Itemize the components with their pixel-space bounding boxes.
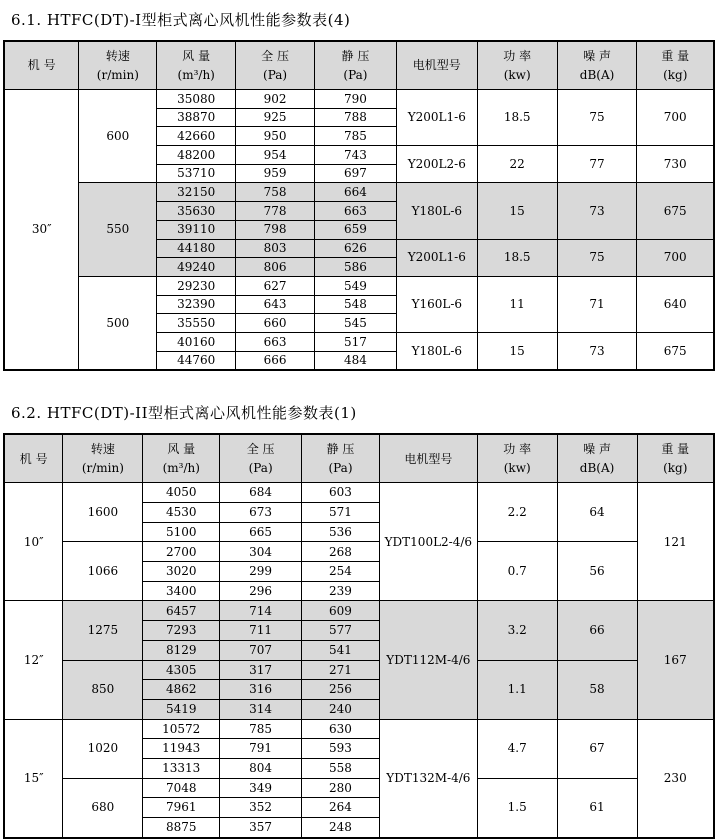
table-cell: 44760 [157, 351, 236, 370]
table-cell: 680 [63, 778, 143, 838]
table-cell: 53710 [157, 164, 236, 183]
table-cell: 673 [220, 503, 302, 523]
table-cell: 15 [477, 183, 557, 239]
column-header-1: 转速 (r/min) [79, 41, 157, 90]
table-cell: 18.5 [477, 239, 557, 276]
table-cell: 22 [477, 146, 557, 183]
table-cell: Y160L-6 [396, 276, 477, 332]
table-cell: 75 [557, 90, 637, 146]
table-cell: 550 [79, 183, 157, 276]
column-header-8: 重 量 (kg) [637, 41, 714, 90]
table-cell: 7048 [143, 778, 220, 798]
table-cell: 1.5 [477, 778, 557, 838]
table-cell: 959 [236, 164, 315, 183]
table-cell: 785 [220, 719, 302, 739]
table-cell: 35080 [157, 90, 236, 109]
table-cell: 239 [302, 581, 380, 601]
table-cell: 806 [236, 258, 315, 277]
table-cell: 75 [557, 239, 637, 276]
table-cell: 659 [315, 220, 397, 239]
table-cell: 571 [302, 503, 380, 523]
column-header-2: 风 量 (m³/h) [157, 41, 236, 90]
table-cell: 925 [236, 108, 315, 127]
table-cell: 577 [302, 621, 380, 641]
table-cell: 798 [236, 220, 315, 239]
table-cell: 13313 [143, 758, 220, 778]
table-cell: 697 [315, 164, 397, 183]
table-cell: 593 [302, 739, 380, 759]
table-cell: 500 [79, 276, 157, 370]
column-header-3: 全 压 (Pa) [220, 434, 302, 483]
table-cell: 314 [220, 699, 302, 719]
table-cell: 541 [302, 640, 380, 660]
table-cell: 711 [220, 621, 302, 641]
table2-title: 6.2. HTFC(DT)-II型柜式离心风机性能参数表(1) [11, 404, 357, 423]
table-row [4, 183, 714, 202]
column-header-2: 风 量 (m³/h) [143, 434, 220, 483]
table-cell: 264 [302, 798, 380, 818]
table-cell: 609 [302, 601, 380, 621]
table-cell: 643 [236, 295, 315, 314]
table-row [4, 719, 714, 739]
table-cell: 640 [637, 276, 714, 332]
table-cell: 630 [302, 719, 380, 739]
table1-title: 6.1. HTFC(DT)-I型柜式离心风机性能参数表(4) [11, 11, 351, 29]
table-cell: 5100 [143, 522, 220, 542]
table-cell: 304 [220, 542, 302, 562]
table-cell: 545 [315, 314, 397, 333]
table-cell: 256 [302, 680, 380, 700]
table-cell: 791 [220, 739, 302, 759]
column-header-6: 功 率 (kw) [477, 41, 557, 90]
table-cell: Y180L-6 [396, 183, 477, 239]
table-cell: 850 [63, 660, 143, 719]
table-cell: 707 [220, 640, 302, 660]
column-header-3: 全 压 (Pa) [236, 41, 315, 90]
table-cell: 626 [315, 239, 397, 258]
table-cell: 675 [637, 183, 714, 239]
column-header-5: 电机型号 [379, 434, 477, 483]
table-cell: 357 [220, 818, 302, 838]
table-cell: 64 [557, 483, 637, 542]
fan-performance-table-2 [3, 433, 715, 838]
table-cell: Y200L1-6 [396, 90, 477, 146]
machine-size-cell: 15″ [4, 719, 63, 838]
table-cell: 804 [220, 758, 302, 778]
table-cell: 714 [220, 601, 302, 621]
table-cell: 785 [315, 127, 397, 146]
table-cell: 38870 [157, 108, 236, 127]
table-cell: 77 [557, 146, 637, 183]
table-cell: 1066 [63, 542, 143, 601]
table-cell: 66 [557, 601, 637, 660]
table-cell: 296 [220, 581, 302, 601]
table-cell: 2700 [143, 542, 220, 562]
table-cell: 61 [557, 778, 637, 838]
table-cell: 230 [637, 719, 714, 838]
table-cell: 7961 [143, 798, 220, 818]
column-header-4: 静 压 (Pa) [315, 41, 397, 90]
table-cell: 167 [637, 601, 714, 719]
table-cell: 268 [302, 542, 380, 562]
table-cell: 248 [302, 818, 380, 838]
table-cell: 2.2 [477, 483, 557, 542]
column-header-4: 静 压 (Pa) [302, 434, 380, 483]
table-cell: 8129 [143, 640, 220, 660]
table-cell: 3020 [143, 562, 220, 582]
column-header-0: 机 号 [4, 434, 63, 483]
table-cell: 4862 [143, 680, 220, 700]
column-header-7: 噪 声 dB(A) [557, 434, 637, 483]
table-cell: 778 [236, 202, 315, 221]
table-cell: 18.5 [477, 90, 557, 146]
table-cell: 549 [315, 276, 397, 295]
table-cell: 700 [637, 239, 714, 276]
table-cell: 73 [557, 332, 637, 370]
table-cell: 280 [302, 778, 380, 798]
table-cell: Y200L2-6 [396, 146, 477, 183]
table-cell: 44180 [157, 239, 236, 258]
table-row [4, 90, 714, 109]
table-cell: 42660 [157, 127, 236, 146]
table-cell: 40160 [157, 332, 236, 351]
table-cell: 665 [220, 522, 302, 542]
table-cell: 4.7 [477, 719, 557, 778]
table-cell: 684 [220, 483, 302, 503]
table-cell: 48200 [157, 146, 236, 165]
table-cell: 7293 [143, 621, 220, 641]
table-row [4, 660, 714, 680]
column-header-5: 电机型号 [396, 41, 477, 90]
table-row [4, 601, 714, 621]
table-cell: 4050 [143, 483, 220, 503]
table-cell: 271 [302, 660, 380, 680]
table-cell: 1020 [63, 719, 143, 778]
table-cell: 8875 [143, 818, 220, 838]
table-cell: 11943 [143, 739, 220, 759]
table-cell: 4530 [143, 503, 220, 523]
table-cell: 5419 [143, 699, 220, 719]
table-cell: 666 [236, 351, 315, 370]
table-cell: 240 [302, 699, 380, 719]
table-cell: 664 [315, 183, 397, 202]
table-cell: 950 [236, 127, 315, 146]
table-cell: 627 [236, 276, 315, 295]
table-cell: 6457 [143, 601, 220, 621]
column-header-1: 转速 (r/min) [63, 434, 143, 483]
table-cell: 1275 [63, 601, 143, 660]
table-cell: 3.2 [477, 601, 557, 660]
table-cell: 3400 [143, 581, 220, 601]
table-cell: 316 [220, 680, 302, 700]
column-header-7: 噪 声 dB(A) [557, 41, 637, 90]
table-cell: 10572 [143, 719, 220, 739]
table-row [4, 276, 714, 295]
table-cell: 663 [315, 202, 397, 221]
table-cell: 536 [302, 522, 380, 542]
table-cell: 0.7 [477, 542, 557, 601]
machine-size-cell: 12″ [4, 601, 63, 719]
table-cell: 1600 [63, 483, 143, 542]
table-cell: 49240 [157, 258, 236, 277]
table-cell: 35630 [157, 202, 236, 221]
table-cell: 73 [557, 183, 637, 239]
table-cell: 71 [557, 276, 637, 332]
table-cell: Y200L1-6 [396, 239, 477, 276]
table-cell: 660 [236, 314, 315, 333]
table-cell: 675 [637, 332, 714, 370]
table-cell: 67 [557, 719, 637, 778]
fan-performance-table-1 [3, 40, 715, 371]
table-cell: 35550 [157, 314, 236, 333]
table-row [4, 483, 714, 503]
table-cell: 58 [557, 660, 637, 719]
column-header-0: 机 号 [4, 41, 79, 90]
machine-size-cell: 10″ [4, 483, 63, 601]
table-cell: 586 [315, 258, 397, 277]
column-header-6: 功 率 (kw) [477, 434, 557, 483]
column-header-8: 重 量 (kg) [637, 434, 714, 483]
table-cell: 349 [220, 778, 302, 798]
table-cell: 663 [236, 332, 315, 351]
table-cell: YDT112M-4/6 [379, 601, 477, 719]
table-cell: 32150 [157, 183, 236, 202]
table-cell: 790 [315, 90, 397, 109]
table-cell: 758 [236, 183, 315, 202]
table-cell: 902 [236, 90, 315, 109]
table-cell: 484 [315, 351, 397, 370]
table-cell: 517 [315, 332, 397, 351]
table-cell: 39110 [157, 220, 236, 239]
table-cell: 558 [302, 758, 380, 778]
table-cell: 548 [315, 295, 397, 314]
table-cell: 603 [302, 483, 380, 503]
table-cell: 254 [302, 562, 380, 582]
table-cell: 730 [637, 146, 714, 183]
table-cell: 600 [79, 90, 157, 183]
table-row [4, 778, 714, 798]
table-cell: 352 [220, 798, 302, 818]
machine-size-cell: 30″ [4, 90, 79, 371]
table-cell: 56 [557, 542, 637, 601]
table-cell: 954 [236, 146, 315, 165]
table-cell: YDT132M-4/6 [379, 719, 477, 838]
table-cell: 121 [637, 483, 714, 601]
table-cell: 29230 [157, 276, 236, 295]
table-cell: 803 [236, 239, 315, 258]
table-cell: 700 [637, 90, 714, 146]
table-cell: Y180L-6 [396, 332, 477, 370]
table-cell: YDT100L2-4/6 [379, 483, 477, 601]
table-cell: 32390 [157, 295, 236, 314]
table-cell: 15 [477, 332, 557, 370]
table-cell: 299 [220, 562, 302, 582]
table-cell: 788 [315, 108, 397, 127]
table-cell: 743 [315, 146, 397, 165]
table-row [4, 542, 714, 562]
table-cell: 1.1 [477, 660, 557, 719]
table-cell: 11 [477, 276, 557, 332]
table-cell: 317 [220, 660, 302, 680]
table-cell: 4305 [143, 660, 220, 680]
